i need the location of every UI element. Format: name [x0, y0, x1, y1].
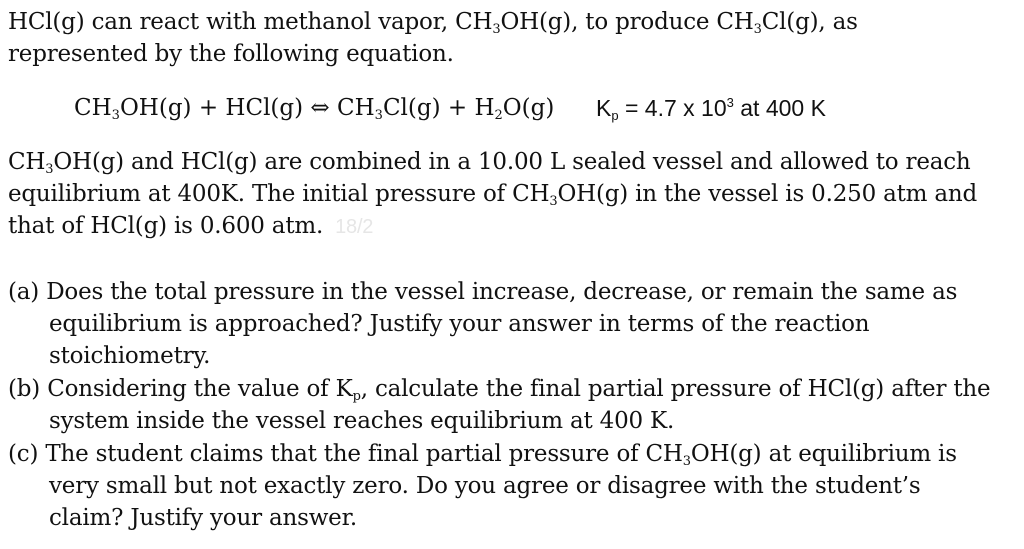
setup-line-1: $CH_3OH(g)$ and HCl(g) are combined in a 10.00 L sealed vessel and allowed to reach — [8, 149, 971, 177]
question-b-line-2: system inside the vessel reaches equilibrium at 400 K. — [49, 408, 675, 434]
chemical-equation: $CH_3OH(g) + HCl(g)$ ⇔ $CH_3Cl(g) + H_2O(g)$ — [74, 95, 555, 123]
intro-line-1: HCl(g) can react with methanol vapor, $CH_3OH(g)$, to produce $CH_3Cl(g)$, as — [8, 9, 858, 37]
equilibrium-constant: $K_p = 4.7$ x $10^3$ at 400 K — [596, 95, 826, 123]
question-a-line-2: equilibrium is approached? Justify your answer in terms of the reaction — [49, 311, 870, 337]
question-a-line-3: stoichiometry. — [49, 343, 211, 369]
question-a-line-1: (a) Does the total pressure in the vessel increase, decrease, or remain the same as — [8, 276, 957, 308]
question-c-line-1: (c) The student claims that the final partial pressure of $CH_3OH(g)$ at equilibrium is — [8, 438, 957, 470]
setup-line-3: that of HCl(g) is 0.600 atm. 18/2 — [8, 213, 374, 239]
question-c-label: (c) — [8, 441, 39, 467]
question-b-label: (b) — [8, 376, 41, 402]
question-c-line-2: very small but not exactly zero. Do you agree or disagree with the student’s — [49, 473, 921, 499]
question-b-line-1: (b) Considering the value of $K_p$, calculate the final partial pressure of HCl(g) after the — [8, 373, 990, 405]
question-a-label: (a) — [8, 279, 40, 305]
question-c-line-3: claim? Justify your answer. — [49, 505, 357, 531]
intro-line-2: represented by the following equation. — [8, 41, 454, 67]
page-watermark: 18/2 — [335, 216, 374, 238]
setup-line-2: equilibrium at 400K. The initial pressure of $CH_3OH(g)$ in the vessel is 0.250 atm and — [8, 181, 978, 209]
